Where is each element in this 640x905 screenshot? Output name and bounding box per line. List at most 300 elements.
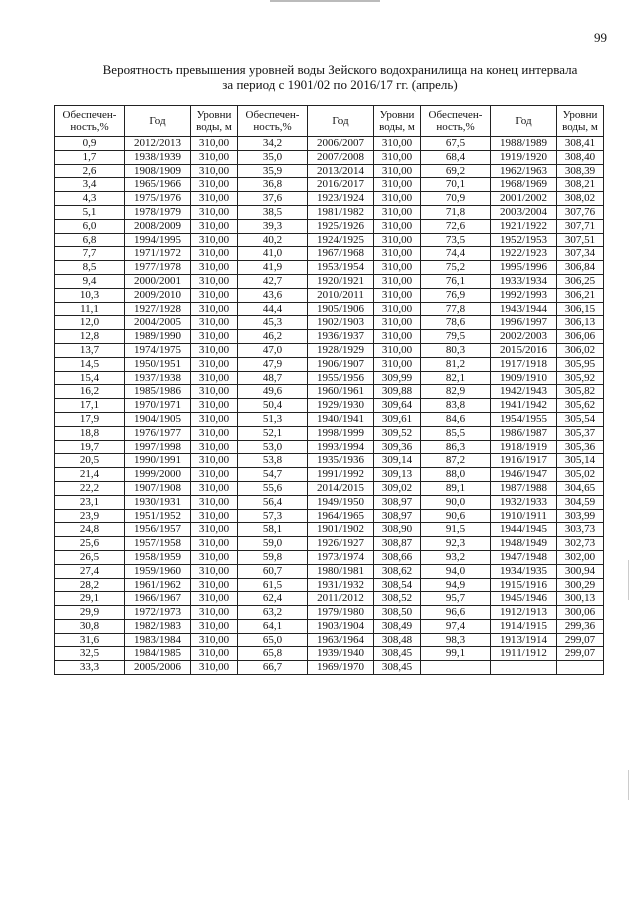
table-cell: 308,54 [374, 578, 421, 592]
table-cell: 19,7 [55, 440, 125, 454]
table-cell: 310,00 [374, 261, 421, 275]
table-cell: 82,1 [421, 371, 491, 385]
table-row [55, 343, 604, 357]
table-cell: 310,00 [374, 274, 421, 288]
table-cell: 76,9 [421, 288, 491, 302]
table-cell: 60,7 [238, 564, 308, 578]
table-cell: 310,00 [374, 178, 421, 192]
table-cell: 17,9 [55, 412, 125, 426]
table-cell: 57,3 [238, 509, 308, 523]
table-row [55, 219, 604, 233]
table-cell: 308,21 [557, 178, 604, 192]
table-row [55, 468, 604, 482]
table-cell: 310,00 [191, 523, 238, 537]
table-cell: 1988/1989 [491, 137, 557, 151]
table-cell: 310,00 [374, 302, 421, 316]
table-cell: 310,00 [191, 261, 238, 275]
table-cell: 1954/1955 [491, 412, 557, 426]
table-row [55, 619, 604, 633]
table-cell: 59,8 [238, 550, 308, 564]
table-cell: 70,1 [421, 178, 491, 192]
table-cell: 310,00 [191, 633, 238, 647]
table-cell: 1957/1958 [125, 537, 191, 551]
table-cell: 35,0 [238, 150, 308, 164]
table-cell: 308,97 [374, 495, 421, 509]
table-cell: 1921/1922 [491, 219, 557, 233]
table-cell: 306,84 [557, 261, 604, 275]
table-cell: 1914/1915 [491, 619, 557, 633]
table-row [55, 578, 604, 592]
table-cell: 305,36 [557, 440, 604, 454]
table-cell: 70,9 [421, 192, 491, 206]
table-cell: 45,3 [238, 316, 308, 330]
table-cell: 3,4 [55, 178, 125, 192]
table-cell: 306,25 [557, 274, 604, 288]
table-cell: 309,99 [374, 371, 421, 385]
table-cell: 2001/2002 [491, 192, 557, 206]
table-cell: 51,3 [238, 412, 308, 426]
table-cell: 13,7 [55, 343, 125, 357]
table-cell: 58,1 [238, 523, 308, 537]
table-cell: 83,8 [421, 399, 491, 413]
table-cell: 1952/1953 [491, 233, 557, 247]
table-row [55, 233, 604, 247]
table-cell: 2009/2010 [125, 288, 191, 302]
table-cell: 27,4 [55, 564, 125, 578]
table-cell: 310,00 [191, 247, 238, 261]
table-cell: 42,7 [238, 274, 308, 288]
table-cell: 35,9 [238, 164, 308, 178]
table-cell: 1997/1998 [125, 440, 191, 454]
title-line-2: за период с 1901/02 по 2016/17 гг. (апрель) [222, 77, 458, 92]
table-cell: 1931/1932 [308, 578, 374, 592]
table-cell: 300,13 [557, 592, 604, 606]
table-cell: 2014/2015 [308, 481, 374, 495]
table-cell: 1925/1926 [308, 219, 374, 233]
table-cell: 309,52 [374, 426, 421, 440]
table-cell: 308,62 [374, 564, 421, 578]
table-cell: 310,00 [191, 164, 238, 178]
table-cell: 1963/1964 [308, 633, 374, 647]
table-cell: 303,73 [557, 523, 604, 537]
table-cell: 23,1 [55, 495, 125, 509]
table-cell: 1911/1912 [491, 647, 557, 661]
table-cell: 310,00 [191, 564, 238, 578]
table-cell: 40,2 [238, 233, 308, 247]
table-cell: 96,6 [421, 606, 491, 620]
table-cell: 6,8 [55, 233, 125, 247]
table-cell: 310,00 [191, 330, 238, 344]
col-header: Год [491, 106, 557, 137]
table-cell: 1991/1992 [308, 468, 374, 482]
table-cell: 22,2 [55, 481, 125, 495]
table-cell: 1951/1952 [125, 509, 191, 523]
table-cell: 1948/1949 [491, 537, 557, 551]
table-cell: 1950/1951 [125, 357, 191, 371]
table-cell: 38,5 [238, 205, 308, 219]
table-cell: 1924/1925 [308, 233, 374, 247]
table-cell: 310,00 [191, 647, 238, 661]
table-cell: 306,06 [557, 330, 604, 344]
table-cell: 41,9 [238, 261, 308, 275]
table-cell: 2,6 [55, 164, 125, 178]
table-cell: 55,6 [238, 481, 308, 495]
table-cell: 310,00 [191, 302, 238, 316]
table-cell: 1975/1976 [125, 192, 191, 206]
table-cell: 1939/1940 [308, 647, 374, 661]
table-row [55, 205, 604, 219]
table-cell: 53,0 [238, 440, 308, 454]
table-row [55, 178, 604, 192]
table-cell: 310,00 [191, 357, 238, 371]
table-cell: 310,00 [191, 178, 238, 192]
col-header: Обеспечен-ность,% [421, 106, 491, 137]
table-cell: 1909/1910 [491, 371, 557, 385]
table-cell: 47,9 [238, 357, 308, 371]
table-cell: 310,00 [191, 385, 238, 399]
table-cell: 64,1 [238, 619, 308, 633]
table-row [55, 509, 604, 523]
table-cell: 53,8 [238, 454, 308, 468]
table-cell: 12,8 [55, 330, 125, 344]
table-row [55, 288, 604, 302]
table-cell: 1935/1936 [308, 454, 374, 468]
table-cell: 1933/1934 [491, 274, 557, 288]
table-cell: 25,6 [55, 537, 125, 551]
table-cell: 1989/1990 [125, 330, 191, 344]
table-cell: 2008/2009 [125, 219, 191, 233]
table-cell: 310,00 [191, 192, 238, 206]
table-cell: 68,4 [421, 150, 491, 164]
table-cell: 310,00 [191, 606, 238, 620]
table-cell: 21,4 [55, 468, 125, 482]
table-cell: 1908/1909 [125, 164, 191, 178]
table-cell: 1968/1969 [491, 178, 557, 192]
table-cell: 1904/1905 [125, 412, 191, 426]
table-cell: 10,3 [55, 288, 125, 302]
table-row [55, 247, 604, 261]
table-cell: 1967/1968 [308, 247, 374, 261]
table-row [55, 550, 604, 564]
table-cell: 310,00 [191, 316, 238, 330]
table-cell: 2007/2008 [308, 150, 374, 164]
table-cell: 1985/1986 [125, 385, 191, 399]
table-body [55, 137, 604, 675]
table-row [55, 137, 604, 151]
table-row [55, 412, 604, 426]
table-cell: 1944/1945 [491, 523, 557, 537]
table-cell: 308,48 [374, 633, 421, 647]
table-row [55, 523, 604, 537]
table-cell: 78,6 [421, 316, 491, 330]
table-cell: 310,00 [374, 357, 421, 371]
table-row [55, 274, 604, 288]
table-cell: 1972/1973 [125, 606, 191, 620]
table-cell: 0,9 [55, 137, 125, 151]
title-line-1: Вероятность превышения уровней воды Зейского водохранилища на конец интервала [102, 62, 578, 77]
table-cell: 1915/1916 [491, 578, 557, 592]
table-row [55, 440, 604, 454]
table-cell: 1980/1981 [308, 564, 374, 578]
table-cell: 1920/1921 [308, 274, 374, 288]
table-cell: 305,82 [557, 385, 604, 399]
table-cell: 99,1 [421, 647, 491, 661]
table-cell: 1965/1966 [125, 178, 191, 192]
table-cell: 310,00 [191, 440, 238, 454]
table-cell: 29,9 [55, 606, 125, 620]
table-cell: 46,2 [238, 330, 308, 344]
table-cell [491, 661, 557, 675]
table-cell: 1942/1943 [491, 385, 557, 399]
col-header: Уровни воды, м [557, 106, 604, 137]
top-rule [270, 0, 380, 2]
table-cell: 1996/1997 [491, 316, 557, 330]
table-row [55, 261, 604, 275]
table-cell: 307,34 [557, 247, 604, 261]
table-row [55, 399, 604, 413]
table-cell: 81,2 [421, 357, 491, 371]
table-cell: 306,13 [557, 316, 604, 330]
table-cell: 1995/1996 [491, 261, 557, 275]
table-cell: 77,8 [421, 302, 491, 316]
table-cell: 1966/1967 [125, 592, 191, 606]
table-cell: 308,66 [374, 550, 421, 564]
table-cell: 1936/1937 [308, 330, 374, 344]
table-cell: 1945/1946 [491, 592, 557, 606]
table-cell: 305,14 [557, 454, 604, 468]
table-row [55, 454, 604, 468]
table-cell: 32,5 [55, 647, 125, 661]
table-cell: 36,8 [238, 178, 308, 192]
table-cell: 307,76 [557, 205, 604, 219]
table-cell: 72,6 [421, 219, 491, 233]
table-cell: 300,06 [557, 606, 604, 620]
table-cell: 1919/1920 [491, 150, 557, 164]
table-cell: 1977/1978 [125, 261, 191, 275]
table-cell: 1907/1908 [125, 481, 191, 495]
table-cell [421, 661, 491, 675]
table-cell: 1934/1935 [491, 564, 557, 578]
table-cell: 1930/1931 [125, 495, 191, 509]
table-cell: 1946/1947 [491, 468, 557, 482]
table-cell: 309,02 [374, 481, 421, 495]
table-cell: 26,5 [55, 550, 125, 564]
table-cell: 1971/1972 [125, 247, 191, 261]
table-row [55, 481, 604, 495]
table-cell: 304,65 [557, 481, 604, 495]
table-cell: 310,00 [191, 137, 238, 151]
table-cell: 300,94 [557, 564, 604, 578]
table-cell: 310,00 [374, 343, 421, 357]
table-cell: 86,3 [421, 440, 491, 454]
table-cell: 90,6 [421, 509, 491, 523]
table-cell: 1992/1993 [491, 288, 557, 302]
table-cell: 92,3 [421, 537, 491, 551]
col-header: Уровни воды, м [191, 106, 238, 137]
table-cell: 308,02 [557, 192, 604, 206]
table-cell: 310,00 [191, 619, 238, 633]
table-cell: 1910/1911 [491, 509, 557, 523]
table-cell: 308,49 [374, 619, 421, 633]
table-cell: 2005/2006 [125, 661, 191, 675]
table-cell: 1905/1906 [308, 302, 374, 316]
table-cell: 308,39 [557, 164, 604, 178]
col-header: Год [308, 106, 374, 137]
table-cell: 2004/2005 [125, 316, 191, 330]
table-cell: 2006/2007 [308, 137, 374, 151]
table-cell: 69,2 [421, 164, 491, 178]
table-cell: 4,3 [55, 192, 125, 206]
table-cell: 302,00 [557, 550, 604, 564]
table-cell: 52,1 [238, 426, 308, 440]
table-cell: 33,3 [55, 661, 125, 675]
table-cell: 1913/1914 [491, 633, 557, 647]
table-header-row [55, 106, 604, 137]
table-cell: 49,6 [238, 385, 308, 399]
table-cell: 15,4 [55, 371, 125, 385]
table-cell: 93,2 [421, 550, 491, 564]
table-cell: 89,1 [421, 481, 491, 495]
table-cell: 1969/1970 [308, 661, 374, 675]
table-cell: 310,00 [191, 481, 238, 495]
table-cell: 2016/2017 [308, 178, 374, 192]
table-cell: 308,45 [374, 661, 421, 675]
table-row [55, 150, 604, 164]
table-cell: 48,7 [238, 371, 308, 385]
table-cell: 1984/1985 [125, 647, 191, 661]
table-cell [557, 661, 604, 675]
table-cell: 1903/1904 [308, 619, 374, 633]
table-cell: 1973/1974 [308, 550, 374, 564]
table-cell: 309,36 [374, 440, 421, 454]
table-cell: 30,8 [55, 619, 125, 633]
table-cell: 308,52 [374, 592, 421, 606]
col-header: Уровни воды, м [374, 106, 421, 137]
table-cell: 304,59 [557, 495, 604, 509]
table-cell: 2010/2011 [308, 288, 374, 302]
table-cell: 1976/1977 [125, 426, 191, 440]
table-cell: 1978/1979 [125, 205, 191, 219]
table-cell: 29,1 [55, 592, 125, 606]
table-cell: 299,07 [557, 633, 604, 647]
table-cell: 50,4 [238, 399, 308, 413]
table-cell: 310,00 [191, 537, 238, 551]
table-cell: 1999/2000 [125, 468, 191, 482]
table-cell: 5,1 [55, 205, 125, 219]
table-row [55, 385, 604, 399]
table-cell: 12,0 [55, 316, 125, 330]
table-cell: 310,00 [191, 509, 238, 523]
table-row [55, 633, 604, 647]
table-cell: 1974/1975 [125, 343, 191, 357]
table-cell: 310,00 [374, 330, 421, 344]
table-row [55, 302, 604, 316]
table-cell: 310,00 [191, 288, 238, 302]
table-cell: 14,5 [55, 357, 125, 371]
table-cell: 17,1 [55, 399, 125, 413]
table-cell: 2015/2016 [491, 343, 557, 357]
table-cell: 1912/1913 [491, 606, 557, 620]
table-row [55, 606, 604, 620]
table-cell: 76,1 [421, 274, 491, 288]
table-cell: 305,37 [557, 426, 604, 440]
table-cell: 310,00 [374, 233, 421, 247]
table-cell: 85,5 [421, 426, 491, 440]
table-cell: 306,21 [557, 288, 604, 302]
scan-edge-mark [628, 770, 629, 800]
table-cell: 11,1 [55, 302, 125, 316]
table-cell: 2003/2004 [491, 205, 557, 219]
table-cell: 310,00 [191, 550, 238, 564]
table-cell: 63,2 [238, 606, 308, 620]
table-cell: 308,97 [374, 509, 421, 523]
table-cell: 1994/1995 [125, 233, 191, 247]
page-title [60, 62, 620, 92]
table-cell: 6,0 [55, 219, 125, 233]
table-cell: 1987/1988 [491, 481, 557, 495]
table-cell: 305,02 [557, 468, 604, 482]
table-cell: 310,00 [191, 454, 238, 468]
table-row [55, 564, 604, 578]
table-cell: 44,4 [238, 302, 308, 316]
table-cell: 310,00 [191, 426, 238, 440]
table-cell: 54,7 [238, 468, 308, 482]
table-cell: 1927/1928 [125, 302, 191, 316]
table-cell: 31,6 [55, 633, 125, 647]
table-cell: 75,2 [421, 261, 491, 275]
table-cell: 1949/1950 [308, 495, 374, 509]
table-cell: 98,3 [421, 633, 491, 647]
table-cell: 9,4 [55, 274, 125, 288]
table-cell: 310,00 [374, 316, 421, 330]
table-cell: 1943/1944 [491, 302, 557, 316]
table-cell: 8,5 [55, 261, 125, 275]
table-cell: 1953/1954 [308, 261, 374, 275]
table-cell: 97,4 [421, 619, 491, 633]
table-row [55, 495, 604, 509]
table-cell: 307,51 [557, 233, 604, 247]
table-row [55, 192, 604, 206]
table-cell: 1990/1991 [125, 454, 191, 468]
table-cell: 67,5 [421, 137, 491, 151]
table-cell: 56,4 [238, 495, 308, 509]
scan-edge-mark [628, 560, 629, 600]
table-cell: 310,00 [374, 247, 421, 261]
table-cell: 310,00 [191, 274, 238, 288]
table-row [55, 164, 604, 178]
table-cell: 309,14 [374, 454, 421, 468]
table-cell: 95,7 [421, 592, 491, 606]
table-cell: 310,00 [374, 205, 421, 219]
table-cell: 82,9 [421, 385, 491, 399]
table-cell: 305,54 [557, 412, 604, 426]
table-cell: 1956/1957 [125, 523, 191, 537]
table-cell: 310,00 [191, 661, 238, 675]
table-cell: 1960/1961 [308, 385, 374, 399]
table-cell: 1932/1933 [491, 495, 557, 509]
table-cell: 1916/1917 [491, 454, 557, 468]
table-cell: 1928/1929 [308, 343, 374, 357]
table-cell: 1955/1956 [308, 371, 374, 385]
table-cell: 310,00 [374, 164, 421, 178]
table-cell: 71,8 [421, 205, 491, 219]
table-cell: 1993/1994 [308, 440, 374, 454]
table-cell: 310,00 [191, 219, 238, 233]
table-cell: 62,4 [238, 592, 308, 606]
table-cell: 1,7 [55, 150, 125, 164]
table-row [55, 371, 604, 385]
table-cell: 308,45 [374, 647, 421, 661]
